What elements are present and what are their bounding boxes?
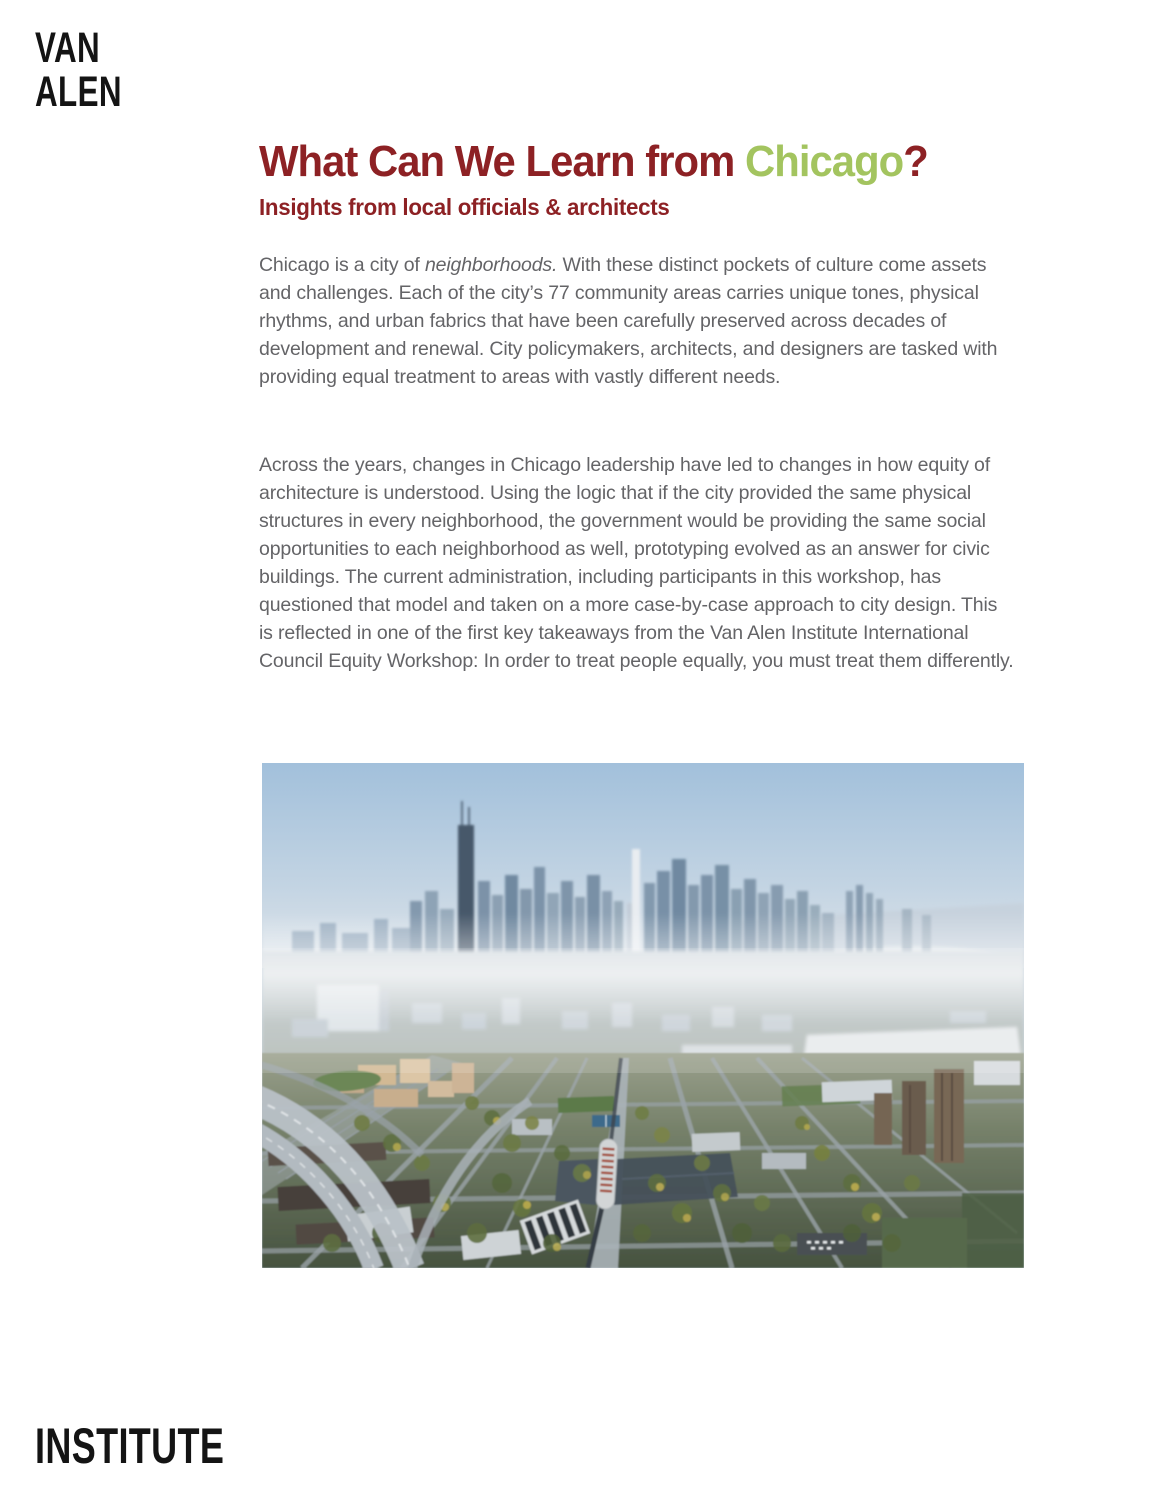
van-alen-logo [35,26,122,114]
page-title-suffix: ? [903,137,928,186]
atmospheric-haze [262,948,1024,1073]
photo-foreground [262,1053,1024,1268]
para1-lead: Chicago is a city of [259,254,425,276]
body-paragraph-1 [259,251,1015,391]
body-paragraph-2: Across the years, changes in Chicago leadership have led to changes in how equity of architecture is understood. Using the logic that if the city provided the same physical structures in every neighborhood, the government would be providing the same social opportunities to each neighborhood as well, prototyping evolved as an answer for civic buildings. The current administration, including participants in this workshop, has questioned that model and taken on a more case-by-case approach to city design. This is reflected in one of the first key takeaways from the Van Alen Institute International Council Equity Workshop: In order to treat people equally, you must treat them differently. [259,454,1014,672]
para1-rest: With these distinct pockets of culture come assets and challenges. Each of the city’s 77 community areas carries unique tones, physical rhythms, and urban fabrics that have been carefully preserved across decades of development and renewal. City policymakers, architects, and designers are tasked with providing equal treatment to areas with vastly different needs. [259,254,998,388]
page-title [259,139,928,185]
logo-line-alen: ALEN [35,68,122,116]
page-subtitle: Insights from local officials & architects [259,194,670,220]
aerial-photo-illustration [262,763,1024,1268]
institute-wordmark: INSTITUTE [35,1418,225,1474]
page-title-highlight: Chicago [744,137,904,186]
logo-line-van: VAN [35,24,101,72]
page-title-prefix: What Can We Learn from [259,137,745,186]
campus-center-tube [596,1139,618,1210]
chicago-aerial-photo [262,763,1024,1268]
para1-italic-word: neighborhoods. [424,254,558,276]
